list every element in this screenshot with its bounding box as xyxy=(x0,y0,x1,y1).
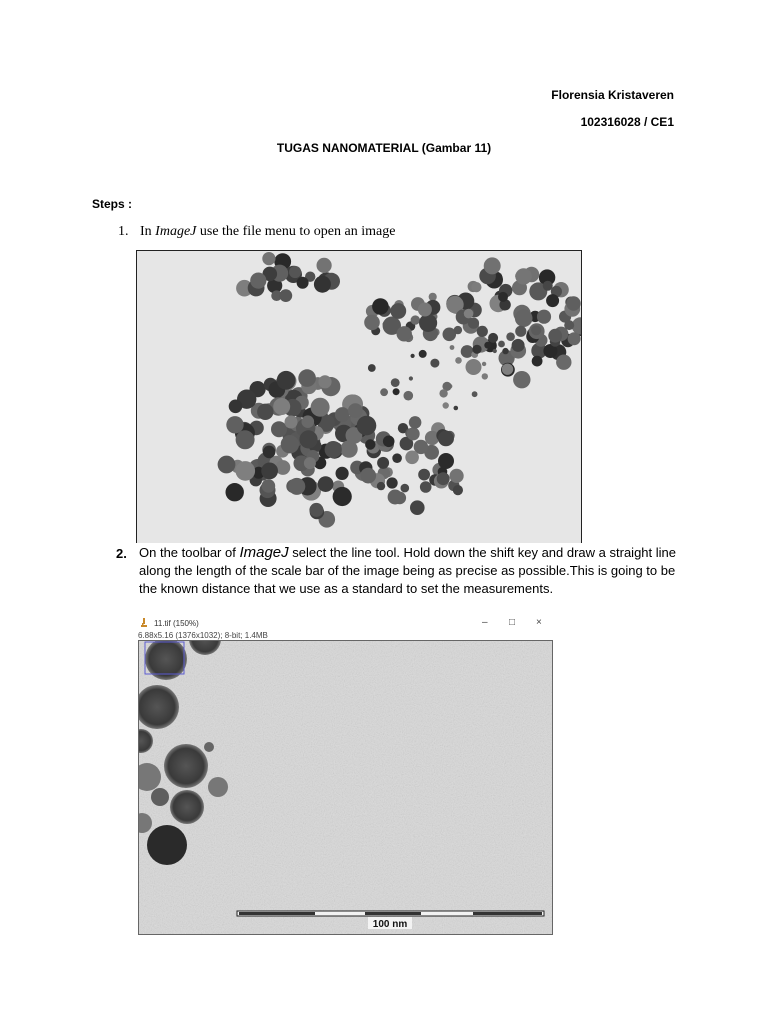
nanoparticle xyxy=(411,315,420,324)
step-1 xyxy=(118,224,395,240)
nanoparticle xyxy=(285,416,298,429)
nanoparticle xyxy=(380,388,388,396)
nanoparticle xyxy=(430,359,439,368)
nanoparticle xyxy=(218,456,236,474)
nanoparticle xyxy=(401,484,410,493)
nanoparticle xyxy=(236,461,256,481)
nanoparticle xyxy=(391,378,400,387)
nanoparticle xyxy=(568,332,581,345)
nanoparticle xyxy=(298,369,316,387)
nanoparticle xyxy=(502,348,508,354)
nanoparticle xyxy=(482,373,488,379)
nanoparticle xyxy=(443,402,449,408)
nanoparticle xyxy=(477,326,488,337)
nanoparticle xyxy=(409,376,413,380)
nanoparticle xyxy=(325,441,342,458)
steps-heading: Steps : xyxy=(92,197,133,211)
nanoparticle xyxy=(388,490,403,505)
nanoparticle xyxy=(262,252,275,265)
nanoparticle xyxy=(404,391,414,401)
nanoparticle xyxy=(277,371,296,390)
scale-bar-segment xyxy=(473,912,542,915)
nanoparticle xyxy=(318,375,331,388)
nanoparticle xyxy=(377,482,385,490)
nanoparticle xyxy=(164,744,208,788)
nanoparticle xyxy=(317,258,332,273)
scale-bar-segment xyxy=(365,912,421,915)
nanoparticle xyxy=(515,326,526,337)
tem-image-overview-graphic xyxy=(137,251,581,543)
nanoparticle xyxy=(420,481,432,493)
step-2 xyxy=(139,544,679,598)
nanoparticle xyxy=(261,463,278,480)
nanoparticle xyxy=(556,355,571,370)
step-1-text-after: use the file menu to open an image xyxy=(196,224,396,239)
step-2-number: 2. xyxy=(116,546,127,561)
maximize-button[interactable]: □ xyxy=(509,617,516,628)
nanoparticle xyxy=(437,472,450,485)
nanoparticle xyxy=(450,345,455,350)
nanoparticle xyxy=(484,342,491,349)
nanoparticle xyxy=(360,468,376,484)
nanoparticle xyxy=(532,356,543,367)
nanoparticle xyxy=(397,326,412,341)
nanoparticle xyxy=(208,777,228,797)
nanoparticle xyxy=(262,479,276,493)
nanoparticle xyxy=(546,294,559,307)
nanoparticle xyxy=(418,469,430,481)
nanoparticle xyxy=(429,293,437,301)
nanoparticle xyxy=(302,415,315,428)
nanoparticle xyxy=(405,451,419,465)
imagej-image-canvas[interactable] xyxy=(138,640,553,935)
imagej-image-info: 6.88x5.16 (1376x1032); 8-bit; 1.4MB xyxy=(138,631,268,640)
author-name: Florensia Kristaveren xyxy=(551,88,674,102)
nanoparticle xyxy=(333,487,352,506)
nanoparticle xyxy=(506,332,515,341)
nanoparticle xyxy=(515,309,533,327)
nanoparticle xyxy=(304,457,316,469)
nanoparticle xyxy=(455,357,462,364)
nanoparticle xyxy=(387,477,398,488)
nanoparticle xyxy=(543,281,553,291)
nanoparticle xyxy=(151,788,169,806)
nanoparticle xyxy=(493,349,497,353)
nanoparticle xyxy=(318,476,334,492)
nanoparticle xyxy=(288,478,305,495)
close-button[interactable]: × xyxy=(536,617,542,628)
nanoparticle xyxy=(236,430,255,449)
nanoparticle xyxy=(289,266,301,278)
nanoparticle xyxy=(531,325,541,335)
microscope-icon xyxy=(140,618,148,628)
nanoparticle xyxy=(450,469,464,483)
nanoparticle xyxy=(336,467,349,480)
nanoparticle xyxy=(419,350,427,358)
nanoparticle xyxy=(411,354,415,358)
student-id: 102316028 / CE1 xyxy=(580,115,674,129)
nanoparticle xyxy=(464,309,474,319)
nanoparticle xyxy=(357,416,377,436)
nanoparticle xyxy=(471,282,481,292)
imagej-window-title: 11.tif (150%) xyxy=(154,619,199,628)
nanoparticle xyxy=(299,430,317,448)
nanoparticle xyxy=(466,359,482,375)
nanoparticle xyxy=(410,500,425,515)
nanoparticle xyxy=(279,289,292,302)
nanoparticle xyxy=(512,339,525,352)
scale-bar-segment xyxy=(239,912,315,915)
nanoparticle xyxy=(257,404,273,420)
nanoparticle xyxy=(365,439,375,449)
nanoparticle xyxy=(393,388,400,395)
step-1-text-before: In xyxy=(140,224,156,239)
scale-bar-label: 100 nm xyxy=(372,919,408,930)
nanoparticle xyxy=(271,421,287,437)
nanoparticle xyxy=(419,314,437,332)
nanoparticle xyxy=(364,315,380,331)
nanoparticle xyxy=(418,303,432,317)
nanoparticle xyxy=(226,483,244,501)
nanoparticle xyxy=(383,436,395,448)
nanoparticle xyxy=(407,427,420,440)
nanoparticle xyxy=(409,416,422,429)
nanoparticle xyxy=(263,446,276,459)
nanoparticle xyxy=(229,400,243,414)
imagej-window-titlebar[interactable] xyxy=(140,618,552,632)
nanoparticle xyxy=(537,310,551,324)
nanoparticle xyxy=(377,457,389,469)
step-2-app: ImageJ xyxy=(239,544,289,561)
nanoparticle xyxy=(390,303,406,319)
nanoparticle xyxy=(309,503,323,517)
nanoparticle xyxy=(498,341,505,348)
tem-image-overview xyxy=(136,250,582,543)
nanoparticle xyxy=(515,268,531,284)
nanoparticle xyxy=(226,416,243,433)
nanoparticle xyxy=(297,277,309,289)
nanoparticle xyxy=(170,790,204,824)
nanoparticle xyxy=(472,391,478,397)
nanoparticle xyxy=(502,364,513,375)
nanoparticle xyxy=(250,273,266,289)
tem-image-zoomed-graphic xyxy=(139,641,552,934)
nanoparticle xyxy=(372,298,389,315)
nanoparticle xyxy=(454,406,459,411)
nanoparticle xyxy=(438,453,454,469)
nanoparticle xyxy=(311,398,330,417)
document-title: TUGAS NANOMATERIAL (Gambar 11) xyxy=(276,141,492,155)
step-2-text-before: On the toolbar of xyxy=(139,545,240,560)
nanoparticle xyxy=(438,431,454,447)
minimize-button[interactable]: – xyxy=(482,617,488,628)
nanoparticle xyxy=(461,345,474,358)
nanoparticle xyxy=(564,320,574,330)
nanoparticle xyxy=(273,398,290,415)
nanoparticle xyxy=(281,435,299,453)
nanoparticle xyxy=(548,329,562,343)
nanoparticle xyxy=(314,276,331,293)
nanoparticle xyxy=(335,407,350,422)
step-1-app: ImageJ xyxy=(155,224,197,239)
nanoparticle xyxy=(439,389,447,397)
nanoparticle xyxy=(513,371,530,388)
nanoparticle xyxy=(482,362,486,366)
step-2-text-after: select the line tool. Hold down the shift key and draw a straight line along the length of the scale bar of the image being as precise as possible.This is going to be the known distance that we use as a standard to set the measurements. xyxy=(139,545,676,596)
nanoparticle xyxy=(454,326,462,334)
nanoparticle xyxy=(147,825,187,865)
nanoparticle xyxy=(566,296,580,310)
nanoparticle xyxy=(484,257,501,274)
nanoparticle xyxy=(368,364,376,372)
nanoparticle xyxy=(392,453,402,463)
step-1-number: 1. xyxy=(118,224,129,239)
nanoparticle xyxy=(348,403,363,418)
nanoparticle xyxy=(472,345,481,354)
nanoparticle xyxy=(453,485,463,495)
nanoparticle xyxy=(498,292,508,302)
nanoparticle xyxy=(204,742,214,752)
nanoparticle xyxy=(488,333,498,343)
